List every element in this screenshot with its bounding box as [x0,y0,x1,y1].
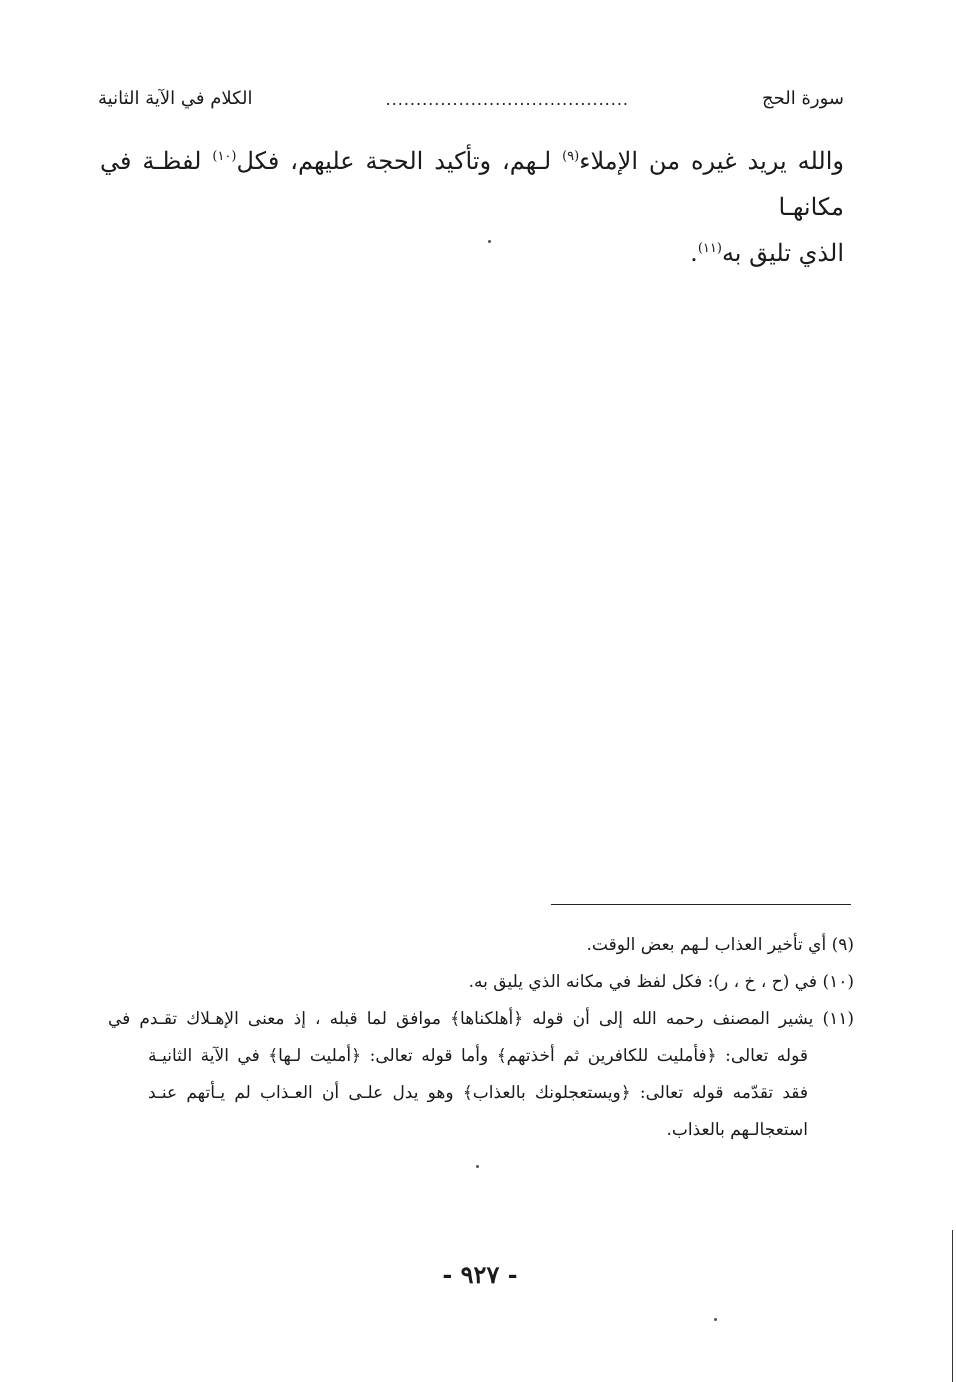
scan-speck [488,240,491,243]
main-text-segment: . [690,239,698,267]
main-text-line-2 [100,230,844,276]
main-text-segment: الذي تليق به [721,239,844,267]
main-text-segment: لفظـة في مكانهـا [100,147,844,221]
footnote-11 [108,1002,854,1148]
scan-edge-line [952,1230,954,1382]
main-text [100,138,844,276]
scan-speck [476,1165,479,1168]
footnotes [108,928,854,1150]
main-text-segment: والله يريد غيره من الإملاء [579,147,844,175]
footnote-11-line-4: استعجالـهم بالعذاب. [666,1120,808,1140]
main-text-line-1 [100,138,844,230]
footnote-separator [551,904,851,905]
footnote-11-line-3: فقد تقدّمه قوله تعالى: ﴿ويستعجلونك بالعذاب﴾ وهو يدل علـى أن العـذاب لم يـأتهم عنـد [148,1083,808,1103]
footnote-ref-11[interactable]: (١١) [697,241,722,256]
running-header [98,82,844,114]
footnote-11-line-1: (١١) يشير المصنف رحمه الله إلى أن قوله ﴿أهلكناها﴾ موافق لما قبله ، إذ معنى الإهـلاك تقـدم في [108,1009,854,1029]
header-leader-dots: ........................................ [385,90,629,108]
header-surah-name: سورة الحج [762,87,844,109]
footnote-11-line-2: قوله تعالى: ﴿فأمليت للكافرين ثم أخذتهم﴾ وأما قوله تعالى: ﴿أمليت لـها﴾ في الآية الثانيـة [148,1046,808,1066]
main-text-segment: لـهم، وتأكيد الحجة عليهم، فكل [236,147,563,175]
page-number: - ٩٢٧ - [442,1260,518,1289]
footnote-ref-9[interactable]: (٩) [562,149,580,164]
scan-speck [714,1318,717,1321]
footnote-9: (٩) أي تأخير العذاب لـهم بعض الوقت. [586,935,854,955]
footnote-ref-10[interactable]: (١٠) [212,149,237,164]
header-section-title: الكلام في الآية الثانية [98,87,253,109]
footnote-10: (١٠) في (ح ، خ ، ر): فكل لفظ في مكانه الذي يليق به. [468,972,854,992]
